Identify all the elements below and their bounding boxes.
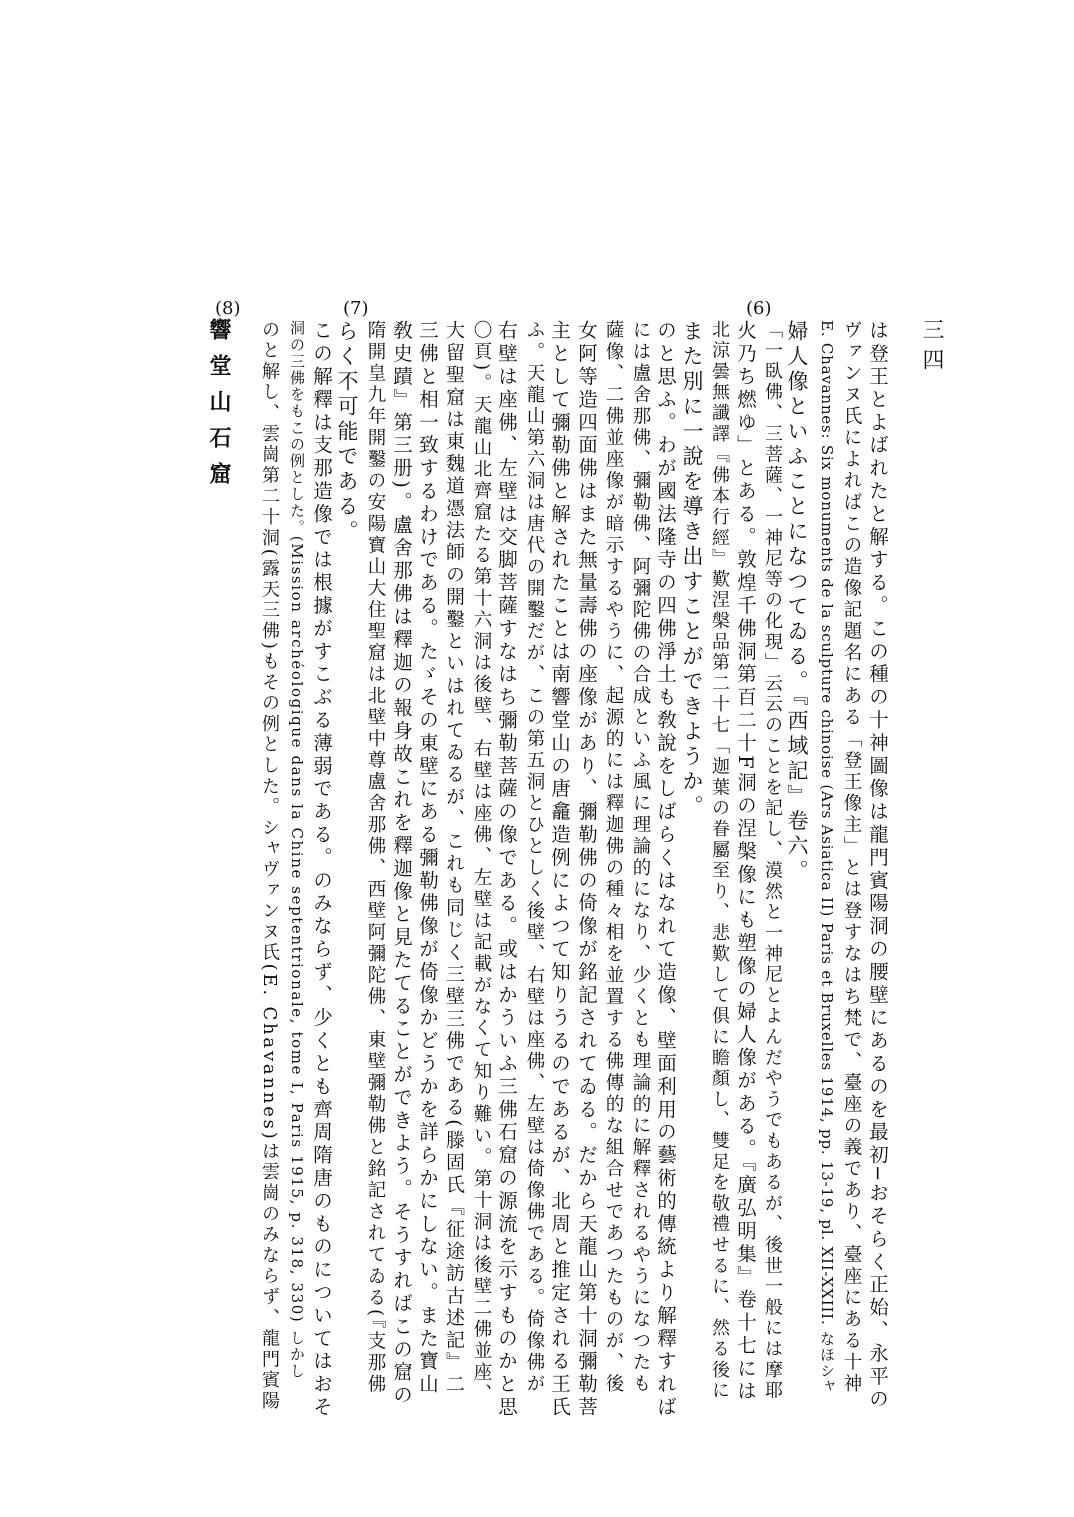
text-line-8: 大留聖窟は東魏道憑法師の開鑿といはれてゐるが、これも同じく三壁三佛である(滕固氏『征途訪古述記』二 <box>443 320 465 1397</box>
text-line-18: 北涼曇無讖譯『佛本行經』歎涅槃品第二十七「迦葉の眷屬至り、悲歎して俱に瞻顏し、雙足を敬禮せるに、然る後に <box>709 320 730 1402</box>
text-line-17: また別に一說を導き出すことができようか。 <box>680 320 704 820</box>
text-line-12: 主として彌勒佛と解されたことは南響堂山の唐龕造例によつて知りうるのであるが、北周と推定される王氏 <box>548 320 571 1420</box>
text-line-22: E. Chavannes: Six monuments de la sculpture chinoise (Ars Asiatica II) Paris et Bruxelles 1914, pp. 13-19, pl. XII-XXIII. なほシャ <box>818 320 836 1395</box>
text-line-14: 薩像、二佛並座像が暗示するやうに、起源的には釋迦佛の種々相を並置する佛傳的な組合せであつたものが、後 <box>603 320 624 1395</box>
text-line-19: 火乃ち燃ゆ」とある。敦煌千佛洞第百二十F洞の涅槃像にも塑像の婦人像がある。『廣弘明集』卷十七には <box>734 320 757 1404</box>
text-line-23: ヴァンヌ氏によればこの造像記題名にある「登王像主」とは登すなはち梵で、臺座の義であり、臺座にある十神 <box>841 320 862 1395</box>
note-marker-6: (6) <box>746 298 772 319</box>
text-line-15: には盧舍那佛、彌勒佛、阿彌陀佛の合成といふ風に理論的になり、少くとも理論的に解釋されるやうになつたも <box>630 320 651 1395</box>
text-line-21: 婦人像といふことになつてゐる。『西域記』卷六。 <box>785 320 809 885</box>
text-line-10: 右壁は座佛、左壁は交脚菩薩すなはち彌勒菩薩の像である。或はかういふ三佛石窟の源流を示すものかと思 <box>495 320 518 1420</box>
text-line-20: 「一臥佛、三菩薩、一神尼等の化現」云云のことを記し、漠然と一神尼とよんだやうでもあるが、後世一般には摩耶 <box>762 320 783 1402</box>
note-marker-8: (8) <box>215 298 241 319</box>
text-line-13: 女阿等造四面佛はまた無量壽佛の座像があり、彌勒佛の倚像が銘記されてゐる。だから天龍山第十洞彌勒菩 <box>575 320 598 1420</box>
text-line-24: は登王とよばれたと解する。この種の十神圖像は龍門賓陽洞の腰壁にあるのを最初─おそらく正始、永平の <box>866 320 889 1412</box>
note-marker-7: (7) <box>343 298 369 319</box>
text-line-2: 洞の三佛をもこの例とした。(Mission archéologique dans la Chine septentrionale, tome I, Paris 1915, p. 318, 330) しかし <box>288 320 306 1380</box>
text-line-4: らく不可能である。 <box>335 320 359 545</box>
text-line-6: 敎史蹟』第三册)。盧舍那佛は釋迦の報身故これを釋迦像と見たてることができよう。そうすればこの窟の <box>390 320 413 1408</box>
running-title: 響堂山石窟 <box>206 318 232 498</box>
text-line-5: 隋開皇九年開鑿の安陽寶山大住聖窟は北壁中尊盧舍那佛、西壁阿彌陀佛、東壁彌勒佛と銘記されてゐる(『支那佛 <box>365 320 386 1396</box>
text-line-1: のと解し、雲崗第二十洞(露天三佛)もその例とした。シャヴァンヌ氏(E. Chavannes)は雲崗のみならず、龍門賓陽 <box>259 320 280 1412</box>
text-line-9: 〇頁)。天龍山北齊窟たる第十六洞は後壁、右壁は座佛、左壁は記載がなくて知り難い。第十洞は後壁二佛並座、 <box>471 320 492 1406</box>
text-line-16: のと思ふ。わが國法隆寺の四佛淨土も敎說をしばらくはなれて造像、壁面利用の藝術的傳統より解釋すれば <box>654 320 677 1420</box>
page-number: 三四 <box>919 318 944 378</box>
text-line-7: 三佛と相一致するわけである。たゞその東壁にある彌勒佛像が倚像かどうかを詳らかにしない。また寶山 <box>416 320 439 1397</box>
text-line-11: ふ。天龍山第六洞は唐代の開鑿だが、この第五洞とひとしく後壁、右壁は座佛、左壁は倚像佛である。倚像佛が <box>524 320 545 1395</box>
text-line-3: この解釋は支那造像では根據がすこぶる薄弱である。のみならず、少くとも齊周隋唐のものについてはおそ <box>310 320 333 1420</box>
